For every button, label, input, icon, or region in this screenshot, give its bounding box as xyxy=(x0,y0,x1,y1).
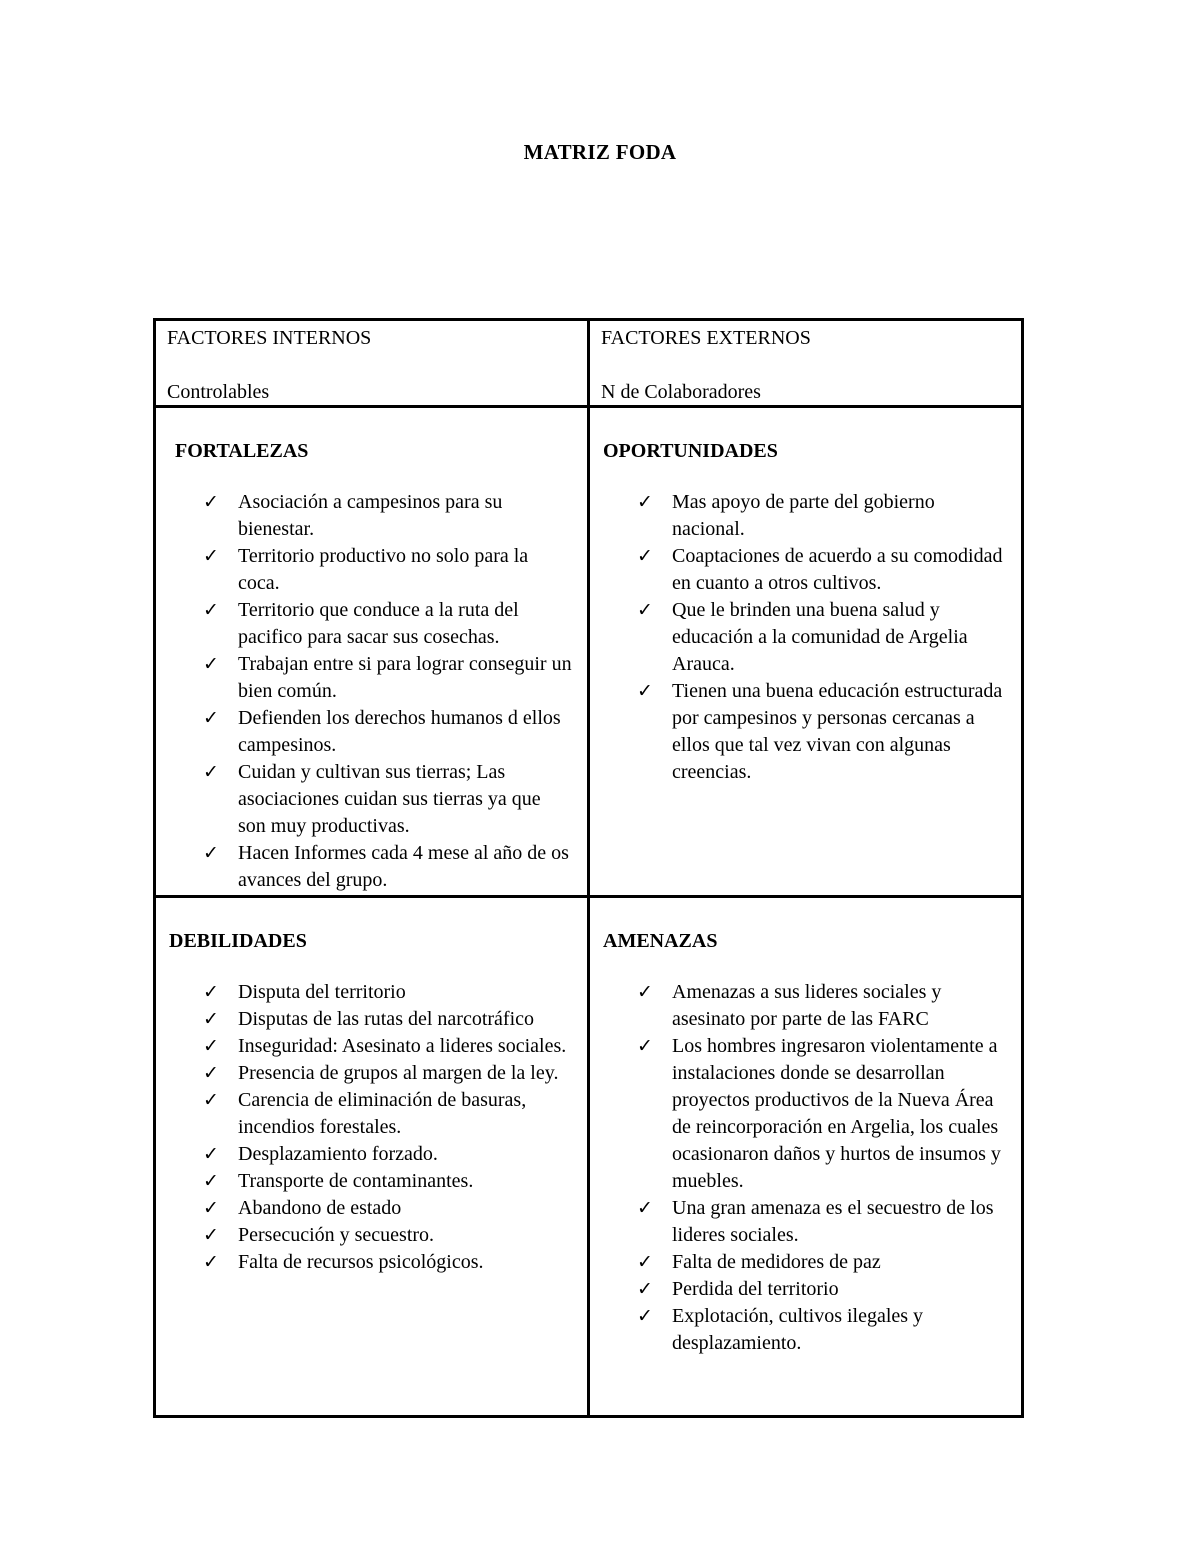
check-mark-icon: ✓ xyxy=(203,653,219,675)
check-mark-icon: ✓ xyxy=(203,1224,219,1246)
debilidades-list xyxy=(169,979,577,1276)
strengths-opportunities-row xyxy=(155,407,1023,897)
check-mark-icon: ✓ xyxy=(203,1197,219,1219)
list-item xyxy=(169,1033,577,1060)
list-item xyxy=(169,705,577,759)
list-item-text: Desplazamiento forzado. xyxy=(238,1143,438,1165)
list-item xyxy=(169,489,577,543)
list-item-text: Cuidan y cultivan sus tierras; Las asociaciones cuidan sus tierras ya que son muy productivas. xyxy=(238,761,541,837)
fortalezas-list xyxy=(169,489,577,894)
list-item-text: Transporte de contaminantes. xyxy=(238,1170,474,1192)
header-row xyxy=(155,320,1023,407)
list-item-text: Presencia de grupos al margen de la ley. xyxy=(238,1062,559,1084)
list-item xyxy=(169,840,577,894)
amenazas-cell xyxy=(589,897,1023,1417)
weaknesses-threats-row xyxy=(155,897,1023,1417)
check-mark-icon: ✓ xyxy=(203,1008,219,1030)
list-item xyxy=(169,597,577,651)
document-title: MATRIZ FODA xyxy=(523,140,677,164)
list-item xyxy=(169,1195,577,1222)
amenazas-title: AMENAZAS xyxy=(603,930,718,952)
list-item xyxy=(169,979,577,1006)
list-item xyxy=(603,1195,1011,1249)
list-item xyxy=(169,651,577,705)
list-item-text: Amenazas a sus lideres sociales y asesinato por parte de las FARC xyxy=(672,981,942,1030)
list-item-text: Asociación a campesinos para su bienestar. xyxy=(238,491,503,540)
list-item-text: Carencia de eliminación de basuras, incendios forestales. xyxy=(238,1089,527,1138)
list-item xyxy=(603,678,1011,786)
list-item-text: Trabajan entre si para lograr conseguir un bien común. xyxy=(238,653,572,702)
internal-factors-cell xyxy=(155,320,589,407)
oportunidades-list xyxy=(603,489,1011,786)
check-mark-icon: ✓ xyxy=(203,761,219,783)
list-item xyxy=(603,543,1011,597)
check-mark-icon: ✓ xyxy=(203,1143,219,1165)
check-mark-icon: ✓ xyxy=(637,1278,653,1300)
list-item xyxy=(169,1060,577,1087)
list-item-text: Coaptaciones de acuerdo a su comodidad en cuanto a otros cultivos. xyxy=(672,545,1003,594)
list-item xyxy=(603,979,1011,1033)
list-item xyxy=(603,489,1011,543)
check-mark-icon: ✓ xyxy=(203,981,219,1003)
list-item-text: Inseguridad: Asesinato a lideres sociales. xyxy=(238,1035,567,1057)
internal-factors-subtitle: Controlables xyxy=(167,381,270,403)
list-item-text: Disputa del territorio xyxy=(238,981,406,1003)
list-item xyxy=(603,1249,1011,1276)
list-item-text: Falta de medidores de paz xyxy=(672,1251,881,1273)
check-mark-icon: ✓ xyxy=(637,981,653,1003)
debilidades-cell xyxy=(155,897,589,1417)
list-item-text: Una gran amenaza es el secuestro de los lideres sociales. xyxy=(672,1197,994,1246)
list-item-text: Explotación, cultivos ilegales y desplazamiento. xyxy=(672,1305,924,1354)
list-item-text: Tienen una buena educación estructurada por campesinos y personas cercanas a ellos que tal vez vivan con algunas creencias. xyxy=(672,680,1003,783)
check-mark-icon: ✓ xyxy=(637,1197,653,1219)
list-item-text: Territorio productivo no solo para la coca. xyxy=(238,545,529,594)
external-factors-cell xyxy=(589,320,1023,407)
external-factors-subtitle: N de Colaboradores xyxy=(601,381,761,403)
oportunidades-title: OPORTUNIDADES xyxy=(603,440,778,462)
check-mark-icon: ✓ xyxy=(637,1305,653,1327)
list-item xyxy=(169,1141,577,1168)
list-item xyxy=(603,1303,1011,1357)
list-item-text: Mas apoyo de parte del gobierno nacional. xyxy=(672,491,935,540)
check-mark-icon: ✓ xyxy=(203,545,219,567)
list-item-text: Persecución y secuestro. xyxy=(238,1224,435,1246)
amenazas-list xyxy=(603,979,1011,1357)
check-mark-icon: ✓ xyxy=(203,491,219,513)
list-item xyxy=(169,1087,577,1141)
check-mark-icon: ✓ xyxy=(637,491,653,513)
list-item xyxy=(169,759,577,840)
check-mark-icon: ✓ xyxy=(203,842,219,864)
internal-factors-heading: FACTORES INTERNOS xyxy=(167,327,372,349)
list-item xyxy=(603,1033,1011,1195)
list-item-text: Hacen Informes cada 4 mese al año de os avances del grupo. xyxy=(238,842,569,891)
list-item xyxy=(603,1276,1011,1303)
check-mark-icon: ✓ xyxy=(203,707,219,729)
list-item-text: Falta de recursos psicológicos. xyxy=(238,1251,484,1273)
check-mark-icon: ✓ xyxy=(637,1251,653,1273)
list-item-text: Disputas de las rutas del narcotráfico xyxy=(238,1008,535,1030)
check-mark-icon: ✓ xyxy=(203,599,219,621)
check-mark-icon: ✓ xyxy=(637,680,653,702)
list-item xyxy=(169,1168,577,1195)
list-item-text: Que le brinden una buena salud y educación a la comunidad de Argelia Arauca. xyxy=(672,599,968,675)
check-mark-icon: ✓ xyxy=(203,1251,219,1273)
list-item-text: Defienden los derechos humanos d ellos campesinos. xyxy=(238,707,561,756)
list-item-text: Abandono de estado xyxy=(238,1197,402,1219)
fortalezas-cell xyxy=(155,407,589,897)
list-item xyxy=(169,543,577,597)
list-item xyxy=(603,597,1011,678)
list-item xyxy=(169,1006,577,1033)
list-item xyxy=(169,1222,577,1249)
list-item xyxy=(169,1249,577,1276)
foda-matrix-table xyxy=(153,318,1024,1418)
list-item-text: Perdida del territorio xyxy=(672,1278,839,1300)
debilidades-title: DEBILIDADES xyxy=(169,930,307,952)
list-item-text: Los hombres ingresaron violentamente a instalaciones donde se desarrollan proyectos productivos de la Nueva Área de reincorporación en Argelia, los cuales ocasionaron daños y hurtos de insumos y muebles. xyxy=(672,1035,1001,1192)
check-mark-icon: ✓ xyxy=(637,1035,653,1057)
fortalezas-title: FORTALEZAS xyxy=(175,440,309,462)
list-item-text: Territorio que conduce a la ruta del pacifico para sacar sus cosechas. xyxy=(238,599,519,648)
check-mark-icon: ✓ xyxy=(203,1062,219,1084)
check-mark-icon: ✓ xyxy=(203,1170,219,1192)
external-factors-heading: FACTORES EXTERNOS xyxy=(601,327,811,349)
check-mark-icon: ✓ xyxy=(203,1035,219,1057)
check-mark-icon: ✓ xyxy=(637,599,653,621)
check-mark-icon: ✓ xyxy=(637,545,653,567)
oportunidades-cell xyxy=(589,407,1023,897)
check-mark-icon: ✓ xyxy=(203,1089,219,1111)
